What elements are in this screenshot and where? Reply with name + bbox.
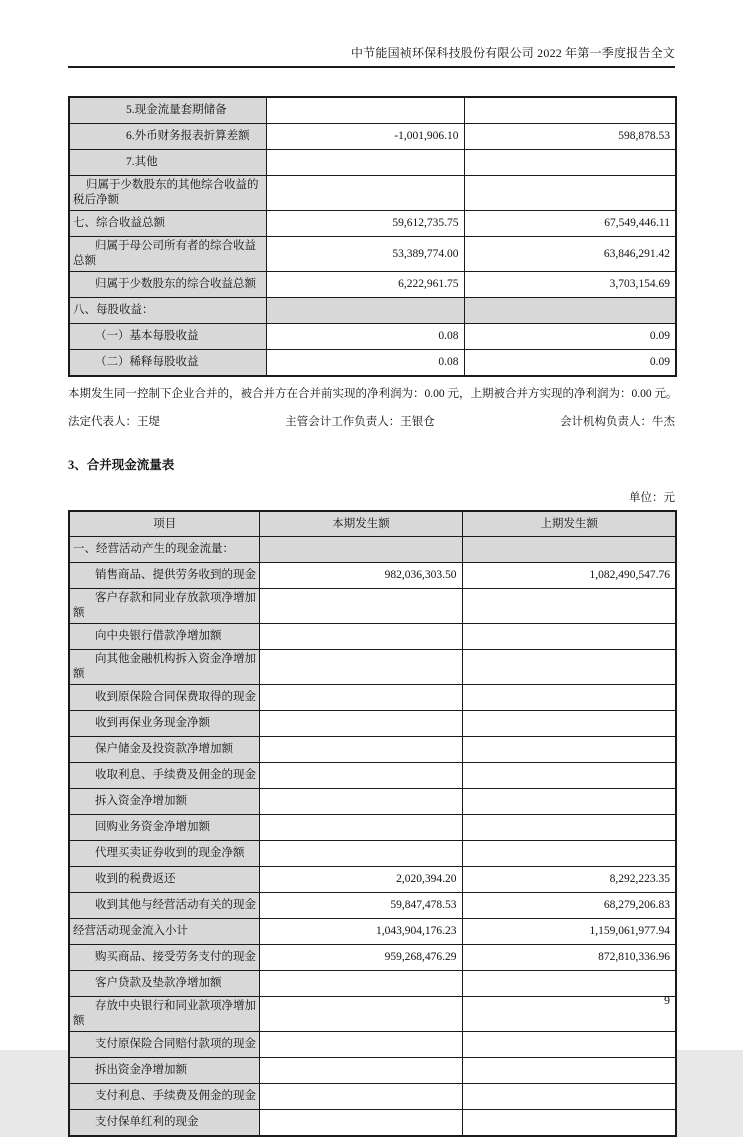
row-current-value bbox=[259, 1110, 462, 1137]
row-prior-value bbox=[462, 789, 676, 815]
row-prior-value bbox=[462, 1084, 676, 1110]
row-current-value bbox=[259, 997, 462, 1032]
table-row bbox=[69, 893, 676, 919]
table-row bbox=[69, 1084, 676, 1110]
document-header: 中节能国祯环保科技股份有限公司 2022 年第一季度报告全文 bbox=[68, 44, 675, 68]
row-prior-value bbox=[462, 815, 676, 841]
table-row bbox=[69, 815, 676, 841]
table-row bbox=[69, 272, 676, 298]
row-label: 存放中央银行和同业款项净增加额 bbox=[69, 997, 259, 1032]
row-prior-value: 1,159,061,977.94 bbox=[462, 919, 676, 945]
row-label: 7.其他 bbox=[69, 150, 266, 176]
row-label: 5.现金流量套期储备 bbox=[69, 97, 266, 124]
row-prior-value: 0.09 bbox=[464, 324, 676, 350]
table-row bbox=[69, 350, 676, 377]
row-prior-value bbox=[462, 650, 676, 685]
row-label: 一、经营活动产生的现金流量： bbox=[69, 537, 259, 563]
row-prior-value: 63,846,291.42 bbox=[464, 237, 676, 272]
col-header-item: 项目 bbox=[69, 511, 259, 537]
row-prior-value bbox=[462, 624, 676, 650]
comprehensive-income-table bbox=[68, 96, 677, 377]
table-row bbox=[69, 919, 676, 945]
row-current-value bbox=[259, 789, 462, 815]
row-prior-value bbox=[464, 298, 676, 324]
row-label: 收到其他与经营活动有关的现金 bbox=[69, 893, 259, 919]
col-header-current-period: 本期发生额 bbox=[259, 511, 462, 537]
row-current-value: 1,043,904,176.23 bbox=[259, 919, 462, 945]
row-prior-value bbox=[462, 1058, 676, 1084]
row-label: 归属于少数股东的其他综合收益的税后净额 bbox=[69, 176, 266, 211]
row-prior-value: 598,878.53 bbox=[464, 124, 676, 150]
section-title: 3、合并现金流量表 bbox=[68, 458, 175, 472]
table-row bbox=[69, 997, 676, 1032]
row-current-value: 2,020,394.20 bbox=[259, 867, 462, 893]
table-row bbox=[69, 685, 676, 711]
table-row bbox=[69, 841, 676, 867]
row-label: 保户储金及投资款净增加额 bbox=[69, 737, 259, 763]
table-row bbox=[69, 324, 676, 350]
table-row bbox=[69, 1058, 676, 1084]
row-current-value: -1,001,906.10 bbox=[266, 124, 464, 150]
table-row bbox=[69, 298, 676, 324]
row-label: 向中央银行借款净增加额 bbox=[69, 624, 259, 650]
table-row bbox=[69, 763, 676, 789]
table-row bbox=[69, 563, 676, 589]
row-label: 七、综合收益总额 bbox=[69, 211, 266, 237]
row-prior-value: 872,810,336.96 bbox=[462, 945, 676, 971]
row-current-value bbox=[259, 650, 462, 685]
row-label: 拆入资金净增加额 bbox=[69, 789, 259, 815]
row-prior-value bbox=[462, 711, 676, 737]
table-row bbox=[69, 237, 676, 272]
table-row bbox=[69, 176, 676, 211]
row-prior-value: 1,082,490,547.76 bbox=[462, 563, 676, 589]
row-label: 销售商品、提供劳务收到的现金 bbox=[69, 563, 259, 589]
row-current-value: 6,222,961.75 bbox=[266, 272, 464, 298]
row-prior-value bbox=[462, 841, 676, 867]
row-current-value bbox=[259, 624, 462, 650]
row-prior-value: 68,279,206.83 bbox=[462, 893, 676, 919]
row-label: 支付利息、手续费及佣金的现金 bbox=[69, 1084, 259, 1110]
table-row bbox=[69, 1032, 676, 1058]
table-row bbox=[69, 711, 676, 737]
row-label: 支付原保险合同赔付款项的现金 bbox=[69, 1032, 259, 1058]
legal-representative: 法定代表人：王堤 bbox=[68, 416, 160, 428]
signatories-row bbox=[68, 413, 675, 429]
row-current-value: 59,847,478.53 bbox=[259, 893, 462, 919]
row-label: 客户贷款及垫款净增加额 bbox=[69, 971, 259, 997]
row-label: 支付保单红利的现金 bbox=[69, 1110, 259, 1137]
row-current-value bbox=[259, 589, 462, 624]
row-current-value: 0.08 bbox=[266, 350, 464, 377]
row-prior-value bbox=[464, 97, 676, 124]
row-current-value bbox=[259, 537, 462, 563]
table-row bbox=[69, 789, 676, 815]
row-label: （一）基本每股收益 bbox=[69, 324, 266, 350]
row-current-value bbox=[259, 1058, 462, 1084]
table-row bbox=[69, 971, 676, 997]
table-row bbox=[69, 945, 676, 971]
cash-flow-table bbox=[68, 510, 677, 1137]
row-label: 向其他金融机构拆入资金净增加额 bbox=[69, 650, 259, 685]
row-label: 收到再保业务现金净额 bbox=[69, 711, 259, 737]
row-current-value bbox=[266, 150, 464, 176]
merger-note: 本期发生同一控制下企业合并的，被合并方在合并前实现的净利润为：0.00 元，上期被合并方实现的净利润为：0.00 元。 bbox=[68, 388, 678, 400]
row-prior-value bbox=[464, 150, 676, 176]
row-label: 归属于母公司所有者的综合收益总额 bbox=[69, 237, 266, 272]
chief-accountant: 主管会计工作负责人：王银仓 bbox=[285, 416, 435, 428]
table-row bbox=[69, 650, 676, 685]
table-row bbox=[69, 589, 676, 624]
row-current-value bbox=[266, 176, 464, 211]
row-label: 收到的税费返还 bbox=[69, 867, 259, 893]
row-label: 收到原保险合同保费取得的现金 bbox=[69, 685, 259, 711]
row-current-value bbox=[259, 711, 462, 737]
unit-label: 单位：元 bbox=[629, 492, 675, 504]
row-label: 购买商品、接受劳务支付的现金 bbox=[69, 945, 259, 971]
table-row bbox=[69, 150, 676, 176]
row-label: 6.外币财务报表折算差额 bbox=[69, 124, 266, 150]
row-prior-value bbox=[462, 737, 676, 763]
table-row bbox=[69, 211, 676, 237]
row-current-value bbox=[259, 841, 462, 867]
row-prior-value bbox=[462, 997, 676, 1032]
row-prior-value bbox=[462, 1032, 676, 1058]
row-current-value bbox=[259, 763, 462, 789]
row-prior-value: 3,703,154.69 bbox=[464, 272, 676, 298]
row-prior-value bbox=[464, 176, 676, 211]
row-prior-value: 0.09 bbox=[464, 350, 676, 377]
row-current-value bbox=[259, 1084, 462, 1110]
row-label: 收取利息、手续费及佣金的现金 bbox=[69, 763, 259, 789]
table-row bbox=[69, 1110, 676, 1137]
row-label: 八、每股收益： bbox=[69, 298, 266, 324]
row-prior-value bbox=[462, 537, 676, 563]
row-current-value: 59,612,735.75 bbox=[266, 211, 464, 237]
row-current-value bbox=[259, 737, 462, 763]
row-current-value bbox=[259, 971, 462, 997]
row-prior-value bbox=[462, 763, 676, 789]
table-row bbox=[69, 867, 676, 893]
row-label: 归属于少数股东的综合收益总额 bbox=[69, 272, 266, 298]
row-prior-value bbox=[462, 589, 676, 624]
row-current-value: 53,389,774.00 bbox=[266, 237, 464, 272]
row-current-value: 982,036,303.50 bbox=[259, 563, 462, 589]
row-prior-value bbox=[462, 971, 676, 997]
row-label: 代理买卖证券收到的现金净额 bbox=[69, 841, 259, 867]
table-row bbox=[69, 737, 676, 763]
row-label: 经营活动现金流入小计 bbox=[69, 919, 259, 945]
row-label: 回购业务资金净增加额 bbox=[69, 815, 259, 841]
row-label: 拆出资金净增加额 bbox=[69, 1058, 259, 1084]
table-row bbox=[69, 124, 676, 150]
col-header-prior-period: 上期发生额 bbox=[462, 511, 676, 537]
row-current-value bbox=[259, 685, 462, 711]
table-row bbox=[69, 97, 676, 124]
row-current-value bbox=[259, 1032, 462, 1058]
row-current-value: 0.08 bbox=[266, 324, 464, 350]
table-header-row bbox=[69, 511, 676, 537]
row-prior-value bbox=[462, 1110, 676, 1137]
page-number: 9 bbox=[664, 993, 670, 1007]
row-label: 客户存款和同业存放款项净增加额 bbox=[69, 589, 259, 624]
row-prior-value bbox=[462, 685, 676, 711]
row-current-value bbox=[266, 97, 464, 124]
row-prior-value: 67,549,446.11 bbox=[464, 211, 676, 237]
table-row bbox=[69, 624, 676, 650]
row-label: （二）稀释每股收益 bbox=[69, 350, 266, 377]
accounting-agency-head: 会计机构负责人：牛杰 bbox=[560, 416, 675, 428]
row-current-value bbox=[266, 298, 464, 324]
row-prior-value: 8,292,223.35 bbox=[462, 867, 676, 893]
row-current-value bbox=[259, 815, 462, 841]
table-row bbox=[69, 537, 676, 563]
row-current-value: 959,268,476.29 bbox=[259, 945, 462, 971]
